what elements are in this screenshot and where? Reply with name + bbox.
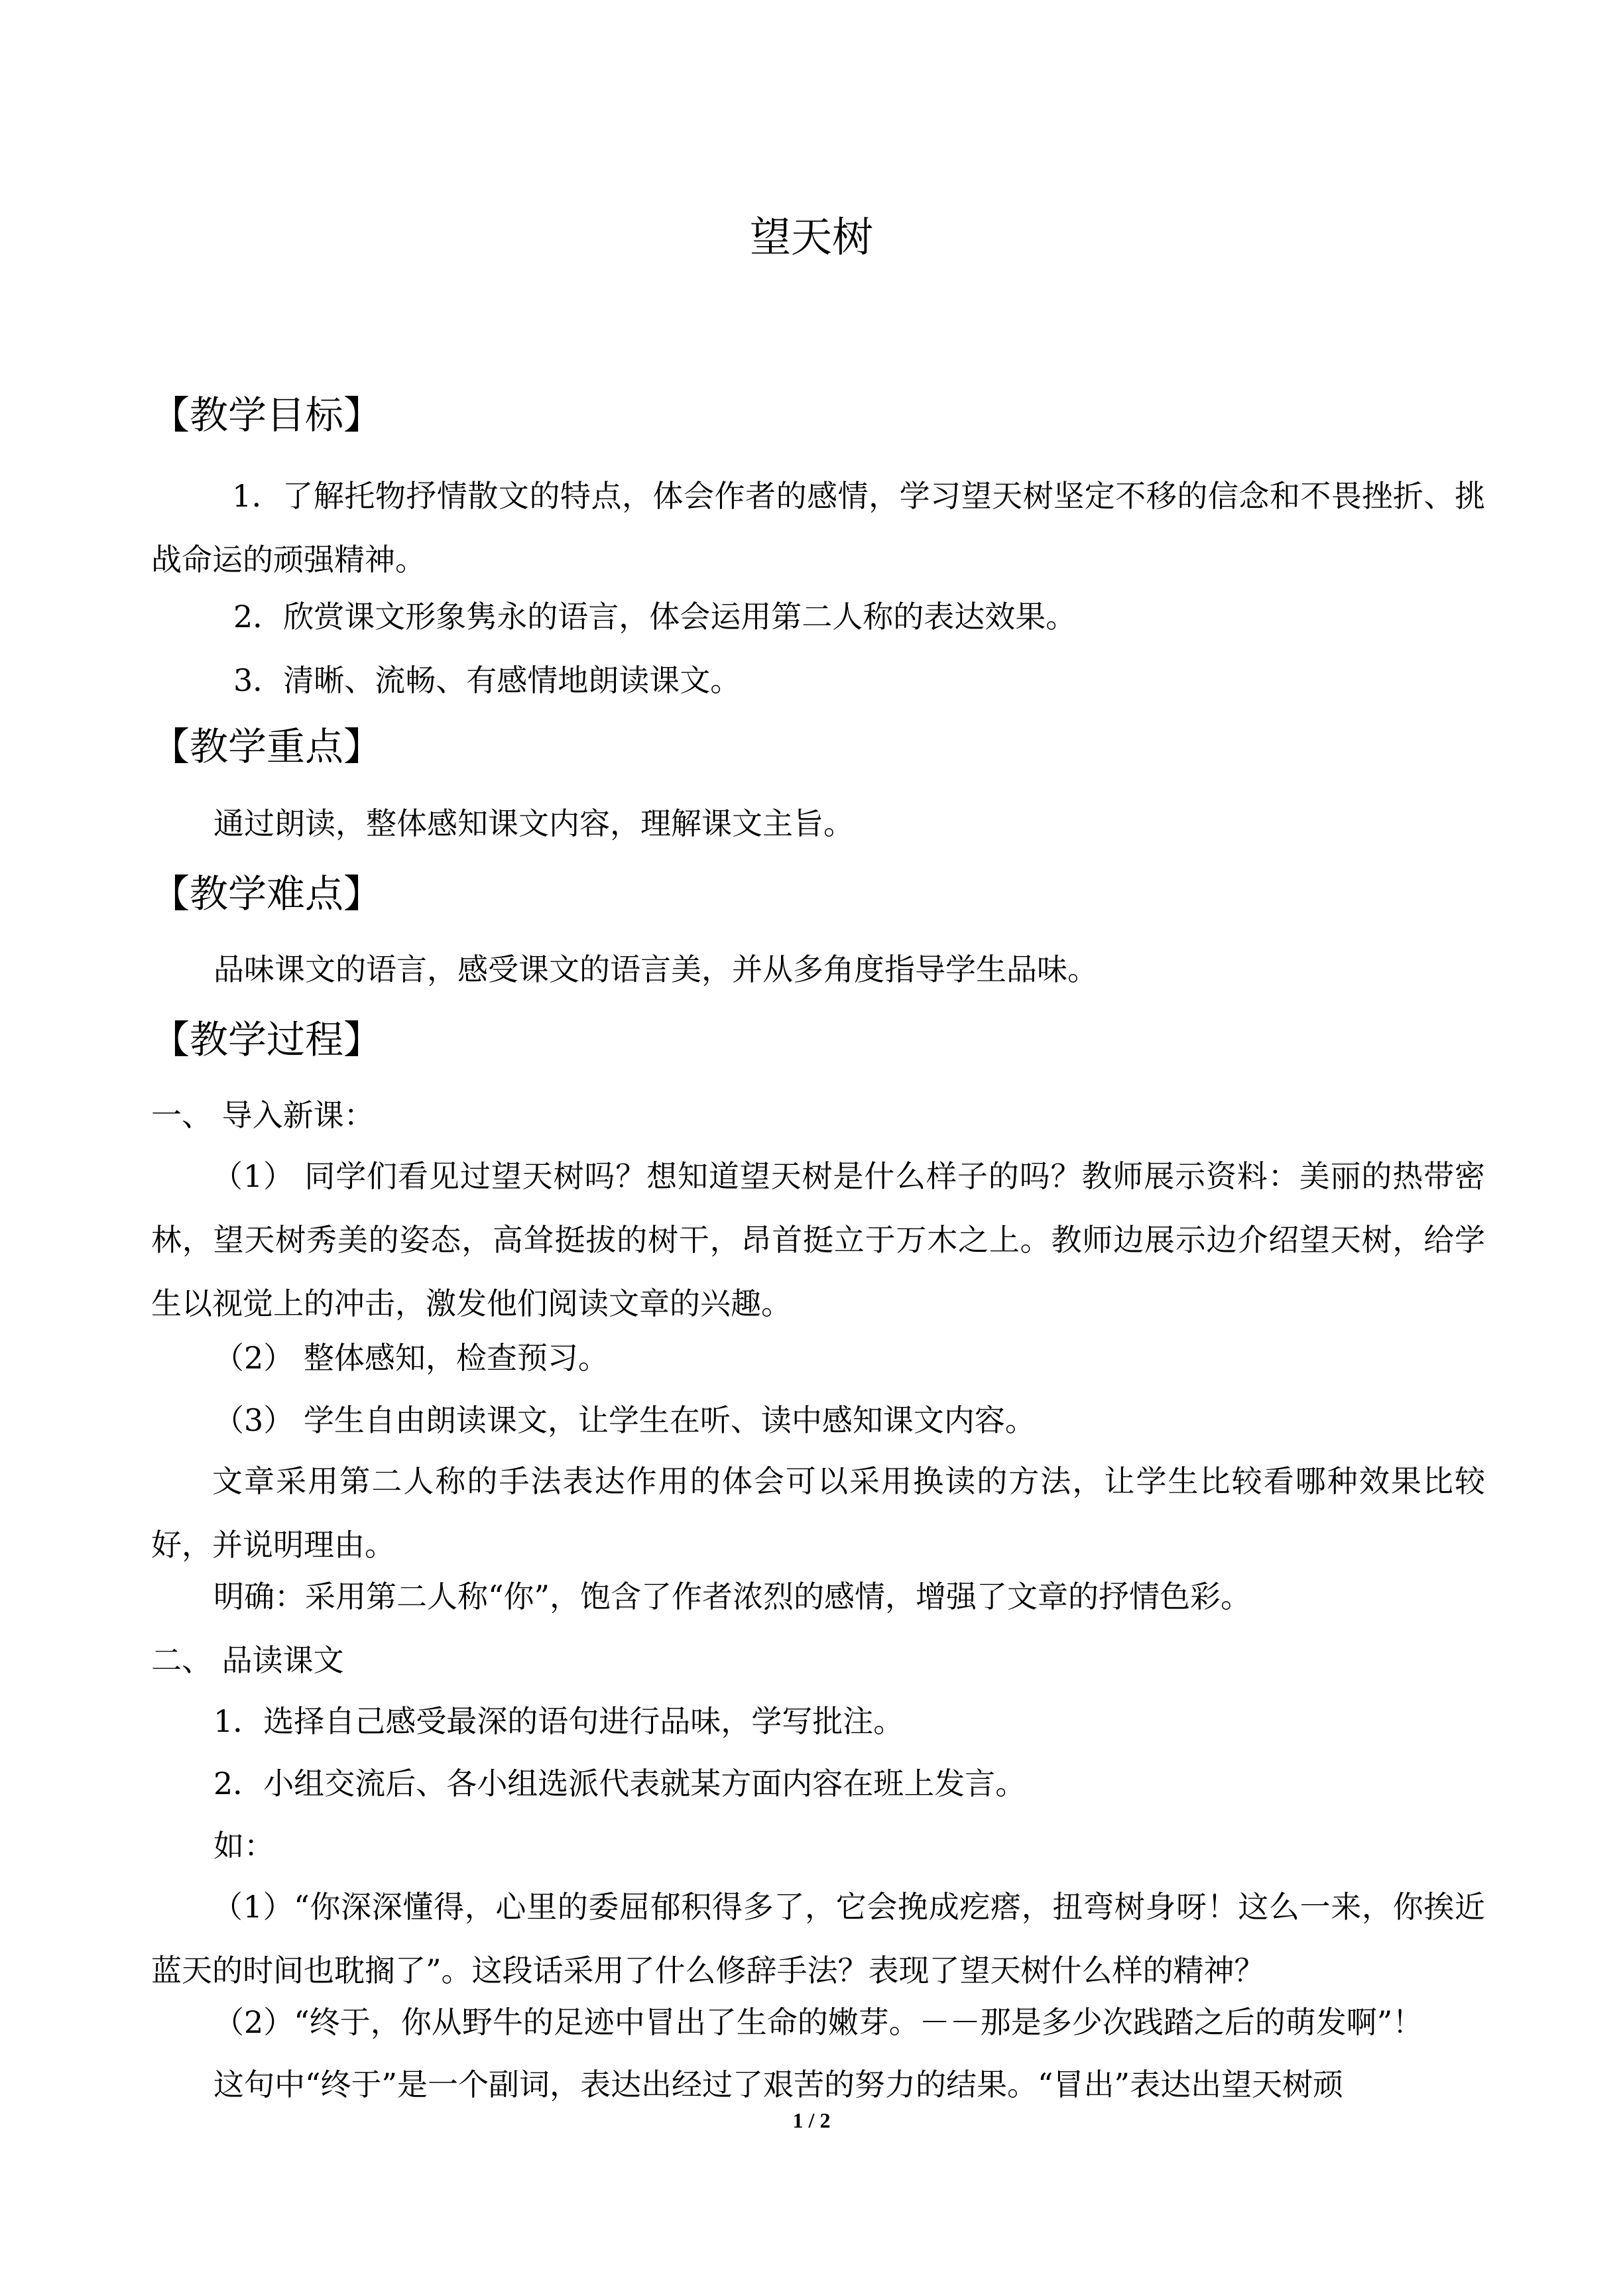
process-paragraph-3: （3） 学生自由朗读课文，让学生在听、读中感知课文内容。 <box>213 1402 1036 1438</box>
process-paragraph-5: 明确：采用第二人称“你”，饱含了作者浓烈的感情，增强了文章的抒情色彩。 <box>213 1579 1252 1614</box>
heading-teaching-difficulty: 【教学难点】 <box>151 871 383 916</box>
goal-item-2: 2．欣赏课文形象隽永的语言，体会运用第二人称的表达效果。 <box>233 599 1077 634</box>
heading-teaching-process: 【教学过程】 <box>151 1017 383 1062</box>
example-question-1: （1）“你深深懂得，心里的委屈郁积得多了，它会挽成疙瘩，扭弯树身呀！这么一来，你挨近蓝天的时间也耽搁了”。这段话采用了什么修辞手法？表现了望天树什么样的精神？ <box>151 1889 1485 1988</box>
reading-step-1: 1．选择自己感受最深的语句进行品味，学写批注。 <box>213 1703 904 1739</box>
process-paragraph-4: 文章采用第二人称的手法表达作用的体会可以采用换读的方法，让学生比较看哪种效果比较好，并说明理由。 <box>151 1463 1485 1563</box>
reading-step-2: 2．小组交流后、各小组选派代表就某方面内容在班上发言。 <box>213 1766 1026 1801</box>
process-paragraph-2: （2） 整体感知，检查预习。 <box>213 1340 609 1376</box>
difficulty-text: 品味课文的语言，感受课文的语言美，并从多角度指导学生品味。 <box>213 951 1098 987</box>
page-number: 1 / 2 <box>792 2108 831 2132</box>
process-paragraph-1: （1） 同学们看见过望天树吗？想知道望天树是什么样子的吗？教师展示资料：美丽的热带密林，望天树秀美的姿态，高耸挺拔的树干，昂首挺立于万木之上。教师边展示边介绍望天树，给学生以视觉上的冲击，激发他们阅读文章的兴趣。 <box>151 1158 1485 1321</box>
goal-item-1: 1．了解托物抒情散文的特点，体会作者的感情，学习望天树坚定不移的信念和不畏挫折、挑战命运的顽强精神。 <box>151 478 1485 577</box>
goal-item-3: 3．清晰、流畅、有感情地朗读课文。 <box>233 662 741 698</box>
section-one-label: 一、 导入新课： <box>151 1097 375 1133</box>
section-two-label: 二、 品读课文 <box>151 1642 344 1678</box>
heading-teaching-key: 【教学重点】 <box>151 724 383 769</box>
page-title: 望天树 <box>749 213 873 261</box>
example-label: 如： <box>213 1828 274 1864</box>
example-analysis: 这句中“终于”是一个副词，表达出经过了艰苦的努力的结果。“冒出”表达出望天树顽 <box>213 2067 1344 2102</box>
heading-teaching-goals: 【教学目标】 <box>151 393 383 438</box>
example-question-2: （2）“终于，你从野牛的足迹中冒出了生命的嫩芽。－－那是多少次践踏之后的萌发啊”！ <box>213 2004 1423 2040</box>
key-point-text: 通过朗读，整体感知课文内容，理解课文主旨。 <box>213 806 854 841</box>
